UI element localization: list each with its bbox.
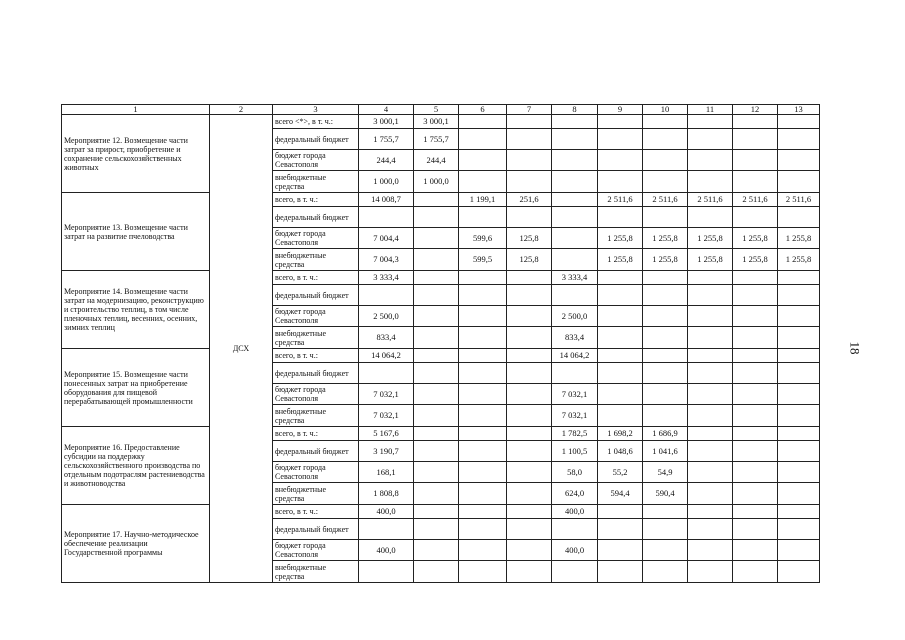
header-cell: 9 bbox=[598, 105, 643, 115]
amount-cell bbox=[643, 306, 688, 327]
amount-cell bbox=[643, 349, 688, 363]
funding-source: внебюджетные средства bbox=[273, 327, 359, 349]
amount-cell bbox=[733, 540, 778, 561]
amount-cell: 1 100,5 bbox=[552, 441, 598, 462]
amount-cell bbox=[598, 150, 643, 171]
amount-cell bbox=[552, 249, 598, 271]
amount-cell bbox=[733, 483, 778, 505]
amount-cell bbox=[688, 405, 733, 427]
amount-cell bbox=[778, 519, 820, 540]
amount-cell bbox=[778, 327, 820, 349]
amount-cell bbox=[459, 171, 507, 193]
amount-cell bbox=[688, 327, 733, 349]
funding-source: всего, в т. ч.: bbox=[273, 427, 359, 441]
amount-cell bbox=[552, 115, 598, 129]
amount-cell: 1 255,8 bbox=[688, 228, 733, 249]
amount-cell bbox=[733, 561, 778, 583]
header-cell: 6 bbox=[459, 105, 507, 115]
funding-source: федеральный бюджет bbox=[273, 441, 359, 462]
header-cell: 12 bbox=[733, 105, 778, 115]
amount-cell bbox=[459, 150, 507, 171]
amount-cell bbox=[459, 483, 507, 505]
amount-cell bbox=[733, 462, 778, 483]
amount-cell bbox=[688, 150, 733, 171]
amount-cell bbox=[778, 207, 820, 228]
amount-cell bbox=[643, 171, 688, 193]
amount-cell bbox=[459, 505, 507, 519]
amount-cell bbox=[414, 405, 459, 427]
amount-cell bbox=[414, 483, 459, 505]
amount-cell bbox=[414, 228, 459, 249]
amount-cell bbox=[459, 285, 507, 306]
funding-source: всего, в т. ч.: bbox=[273, 271, 359, 285]
amount-cell: 624,0 bbox=[552, 483, 598, 505]
amount-cell bbox=[643, 271, 688, 285]
amount-cell: 58,0 bbox=[552, 462, 598, 483]
amount-cell: 125,8 bbox=[507, 249, 552, 271]
amount-cell: 2 500,0 bbox=[552, 306, 598, 327]
amount-cell: 400,0 bbox=[552, 505, 598, 519]
funding-source: бюджет города Севастополя bbox=[273, 228, 359, 249]
funding-source: внебюджетные средства bbox=[273, 483, 359, 505]
amount-cell: 125,8 bbox=[507, 228, 552, 249]
amount-cell bbox=[688, 129, 733, 150]
amount-cell bbox=[552, 171, 598, 193]
amount-cell bbox=[507, 171, 552, 193]
amount-cell bbox=[507, 327, 552, 349]
amount-cell bbox=[643, 519, 688, 540]
amount-cell: 1 000,0 bbox=[359, 171, 414, 193]
amount-cell bbox=[778, 427, 820, 441]
amount-cell bbox=[778, 483, 820, 505]
funding-source: внебюджетные средства bbox=[273, 249, 359, 271]
header-cell: 5 bbox=[414, 105, 459, 115]
amount-cell bbox=[778, 129, 820, 150]
amount-cell bbox=[643, 405, 688, 427]
amount-cell bbox=[643, 327, 688, 349]
amount-cell bbox=[598, 384, 643, 405]
amount-cell bbox=[552, 363, 598, 384]
amount-cell: 3 333,4 bbox=[552, 271, 598, 285]
amount-cell: 2 511,6 bbox=[688, 193, 733, 207]
amount-cell bbox=[733, 505, 778, 519]
amount-cell: 1 255,8 bbox=[598, 249, 643, 271]
amount-cell: 833,4 bbox=[552, 327, 598, 349]
header-cell: 4 bbox=[359, 105, 414, 115]
amount-cell bbox=[643, 505, 688, 519]
amount-cell bbox=[459, 384, 507, 405]
funding-source: федеральный бюджет bbox=[273, 285, 359, 306]
amount-cell bbox=[507, 207, 552, 228]
amount-cell bbox=[507, 115, 552, 129]
amount-cell bbox=[507, 306, 552, 327]
amount-cell: 1 686,9 bbox=[643, 427, 688, 441]
amount-cell bbox=[414, 271, 459, 285]
amount-cell bbox=[414, 327, 459, 349]
amount-cell: 833,4 bbox=[359, 327, 414, 349]
amount-cell bbox=[507, 384, 552, 405]
amount-cell bbox=[414, 519, 459, 540]
amount-cell bbox=[688, 427, 733, 441]
amount-cell: 54,9 bbox=[643, 462, 688, 483]
amount-cell bbox=[414, 193, 459, 207]
amount-cell bbox=[507, 363, 552, 384]
funding-source: бюджет города Севастополя bbox=[273, 384, 359, 405]
measure-title: Мероприятие 17. Научно-методическое обеспечение реализации Государственной программы bbox=[62, 505, 210, 583]
amount-cell bbox=[643, 115, 688, 129]
amount-cell bbox=[552, 285, 598, 306]
amount-cell bbox=[459, 405, 507, 427]
amount-cell: 590,4 bbox=[643, 483, 688, 505]
amount-cell bbox=[778, 349, 820, 363]
amount-cell: 2 511,6 bbox=[733, 193, 778, 207]
amount-cell bbox=[598, 207, 643, 228]
amount-cell bbox=[688, 207, 733, 228]
amount-cell: 5 167,6 bbox=[359, 427, 414, 441]
amount-cell bbox=[507, 150, 552, 171]
page-number: 18 bbox=[847, 341, 863, 355]
funding-source: федеральный бюджет bbox=[273, 207, 359, 228]
amount-cell bbox=[688, 115, 733, 129]
amount-cell: 244,4 bbox=[414, 150, 459, 171]
amount-cell bbox=[688, 441, 733, 462]
amount-cell bbox=[598, 363, 643, 384]
amount-cell bbox=[643, 150, 688, 171]
amount-cell bbox=[414, 363, 459, 384]
amount-cell bbox=[414, 384, 459, 405]
table-row bbox=[62, 349, 820, 363]
amount-cell: 1 255,8 bbox=[733, 228, 778, 249]
amount-cell bbox=[459, 207, 507, 228]
amount-cell bbox=[643, 561, 688, 583]
amount-cell: 2 500,0 bbox=[359, 306, 414, 327]
table-row bbox=[62, 427, 820, 441]
amount-cell: 400,0 bbox=[359, 505, 414, 519]
amount-cell bbox=[778, 150, 820, 171]
amount-cell bbox=[459, 327, 507, 349]
funding-source: всего <*>, в т. ч.: bbox=[273, 115, 359, 129]
amount-cell: 1 255,8 bbox=[643, 228, 688, 249]
amount-cell: 3 000,1 bbox=[359, 115, 414, 129]
amount-cell bbox=[414, 285, 459, 306]
amount-cell bbox=[507, 540, 552, 561]
amount-cell: 1 698,2 bbox=[598, 427, 643, 441]
header-cell: 8 bbox=[552, 105, 598, 115]
amount-cell: 3 000,1 bbox=[414, 115, 459, 129]
amount-cell: 400,0 bbox=[552, 540, 598, 561]
amount-cell: 1 000,0 bbox=[414, 171, 459, 193]
amount-cell bbox=[733, 129, 778, 150]
amount-cell bbox=[778, 115, 820, 129]
amount-cell bbox=[414, 462, 459, 483]
amount-cell: 1 255,8 bbox=[778, 249, 820, 271]
amount-cell bbox=[643, 207, 688, 228]
amount-cell bbox=[414, 306, 459, 327]
amount-cell bbox=[688, 462, 733, 483]
amount-cell bbox=[778, 561, 820, 583]
amount-cell bbox=[778, 384, 820, 405]
amount-cell bbox=[778, 505, 820, 519]
amount-cell bbox=[507, 462, 552, 483]
amount-cell: 1 199,1 bbox=[459, 193, 507, 207]
amount-cell bbox=[778, 363, 820, 384]
amount-cell: 55,2 bbox=[598, 462, 643, 483]
amount-cell bbox=[733, 327, 778, 349]
amount-cell bbox=[507, 405, 552, 427]
amount-cell: 1 808,8 bbox=[359, 483, 414, 505]
amount-cell bbox=[598, 115, 643, 129]
amount-cell: 1 755,7 bbox=[414, 129, 459, 150]
amount-cell: 2 511,6 bbox=[598, 193, 643, 207]
funding-source: внебюджетные средства bbox=[273, 405, 359, 427]
amount-cell bbox=[507, 505, 552, 519]
amount-cell bbox=[688, 285, 733, 306]
header-cell: 11 bbox=[688, 105, 733, 115]
measure-title: Мероприятие 16. Предоставление субсидии на поддержку сельскохозяйственного производства по отдельным подотраслям растениеводства и животноводства bbox=[62, 427, 210, 505]
measure-title: Мероприятие 14. Возмещение части затрат на модернизацию, реконструкцию и строительство теплиц, в том числе пленочных теплиц, весенних, осенних, зимних теплиц bbox=[62, 271, 210, 349]
amount-cell bbox=[414, 427, 459, 441]
amount-cell bbox=[733, 271, 778, 285]
funding-source: бюджет города Севастополя bbox=[273, 150, 359, 171]
amount-cell bbox=[414, 540, 459, 561]
amount-cell bbox=[778, 285, 820, 306]
amount-cell: 244,4 bbox=[359, 150, 414, 171]
amount-cell bbox=[507, 441, 552, 462]
amount-cell bbox=[414, 349, 459, 363]
amount-cell bbox=[688, 540, 733, 561]
header-cell: 10 bbox=[643, 105, 688, 115]
amount-cell bbox=[598, 171, 643, 193]
amount-cell: 7 004,3 bbox=[359, 249, 414, 271]
amount-cell bbox=[688, 519, 733, 540]
amount-cell: 599,5 bbox=[459, 249, 507, 271]
amount-cell bbox=[507, 561, 552, 583]
amount-cell: 599,6 bbox=[459, 228, 507, 249]
amount-cell: 251,6 bbox=[507, 193, 552, 207]
amount-cell bbox=[552, 193, 598, 207]
amount-cell bbox=[598, 505, 643, 519]
amount-cell bbox=[459, 427, 507, 441]
amount-cell: 7 032,1 bbox=[552, 384, 598, 405]
amount-cell bbox=[733, 427, 778, 441]
amount-cell bbox=[733, 115, 778, 129]
header-cell: 13 bbox=[778, 105, 820, 115]
header-cell: 2 bbox=[210, 105, 273, 115]
amount-cell bbox=[598, 129, 643, 150]
amount-cell: 1 255,8 bbox=[688, 249, 733, 271]
amount-cell bbox=[552, 519, 598, 540]
amount-cell: 7 032,1 bbox=[359, 405, 414, 427]
amount-cell bbox=[733, 207, 778, 228]
amount-cell bbox=[414, 441, 459, 462]
amount-cell bbox=[459, 561, 507, 583]
amount-cell bbox=[459, 349, 507, 363]
amount-cell bbox=[778, 306, 820, 327]
amount-cell bbox=[552, 150, 598, 171]
funding-source: всего, в т. ч.: bbox=[273, 505, 359, 519]
header-cell: 3 bbox=[273, 105, 359, 115]
amount-cell bbox=[552, 561, 598, 583]
amount-cell bbox=[359, 519, 414, 540]
amount-cell bbox=[359, 207, 414, 228]
measure-title: Мероприятие 12. Возмещение части затрат за прирост, приобретение и сохранение сельскохозяйственных животных bbox=[62, 115, 210, 193]
amount-cell bbox=[688, 271, 733, 285]
amount-cell: 1 782,5 bbox=[552, 427, 598, 441]
table-row bbox=[62, 271, 820, 285]
amount-cell: 1 755,7 bbox=[359, 129, 414, 150]
funding-source: всего, в т. ч.: bbox=[273, 349, 359, 363]
amount-cell bbox=[778, 271, 820, 285]
measure-title: Мероприятие 15. Возмещение части понесенных затрат на приобретение оборудования для пищевой перерабатывающей промышленности bbox=[62, 349, 210, 427]
amount-cell bbox=[778, 441, 820, 462]
table-row bbox=[62, 115, 820, 129]
table-row bbox=[62, 193, 820, 207]
amount-cell bbox=[643, 363, 688, 384]
amount-cell bbox=[733, 384, 778, 405]
amount-cell: 1 255,8 bbox=[643, 249, 688, 271]
amount-cell: 7 032,1 bbox=[552, 405, 598, 427]
funding-source: всего, в т. ч.: bbox=[273, 193, 359, 207]
amount-cell: 2 511,6 bbox=[643, 193, 688, 207]
amount-cell: 2 511,6 bbox=[778, 193, 820, 207]
amount-cell bbox=[459, 271, 507, 285]
funding-source: внебюджетные средства bbox=[273, 171, 359, 193]
funding-source: бюджет города Севастополя bbox=[273, 462, 359, 483]
amount-cell bbox=[688, 384, 733, 405]
amount-cell: 7 004,4 bbox=[359, 228, 414, 249]
amount-cell: 14 064,2 bbox=[552, 349, 598, 363]
amount-cell bbox=[507, 271, 552, 285]
amount-cell bbox=[359, 363, 414, 384]
funding-source: федеральный бюджет bbox=[273, 363, 359, 384]
amount-cell bbox=[552, 129, 598, 150]
amount-cell bbox=[507, 129, 552, 150]
measure-title: Мероприятие 13. Возмещение части затрат на развитие пчеловодства bbox=[62, 193, 210, 271]
amount-cell bbox=[459, 129, 507, 150]
amount-cell bbox=[688, 349, 733, 363]
amount-cell bbox=[459, 540, 507, 561]
amount-cell bbox=[598, 405, 643, 427]
funding-source: бюджет города Севастополя bbox=[273, 540, 359, 561]
header-cell: 7 bbox=[507, 105, 552, 115]
amount-cell bbox=[598, 327, 643, 349]
amount-cell bbox=[414, 207, 459, 228]
funding-source: федеральный бюджет bbox=[273, 519, 359, 540]
amount-cell: 168,1 bbox=[359, 462, 414, 483]
amount-cell bbox=[598, 519, 643, 540]
amount-cell bbox=[778, 405, 820, 427]
amount-cell bbox=[733, 363, 778, 384]
header-cell: 1 bbox=[62, 105, 210, 115]
amount-cell bbox=[733, 349, 778, 363]
amount-cell bbox=[778, 540, 820, 561]
amount-cell bbox=[643, 129, 688, 150]
amount-cell bbox=[733, 285, 778, 306]
amount-cell bbox=[359, 561, 414, 583]
amount-cell bbox=[598, 271, 643, 285]
amount-cell bbox=[507, 519, 552, 540]
amount-cell bbox=[598, 540, 643, 561]
amount-cell bbox=[688, 171, 733, 193]
table-row bbox=[62, 505, 820, 519]
amount-cell bbox=[414, 249, 459, 271]
amount-cell bbox=[552, 228, 598, 249]
amount-cell bbox=[459, 363, 507, 384]
amount-cell: 1 048,6 bbox=[598, 441, 643, 462]
amount-cell bbox=[778, 462, 820, 483]
amount-cell bbox=[459, 306, 507, 327]
amount-cell bbox=[507, 483, 552, 505]
amount-cell bbox=[688, 505, 733, 519]
amount-cell: 1 255,8 bbox=[733, 249, 778, 271]
amount-cell: 3 333,4 bbox=[359, 271, 414, 285]
funding-source: бюджет города Севастополя bbox=[273, 306, 359, 327]
amount-cell bbox=[733, 405, 778, 427]
amount-cell bbox=[733, 441, 778, 462]
responsible-executor: ДСХ bbox=[210, 115, 273, 583]
amount-cell: 1 255,8 bbox=[778, 228, 820, 249]
amount-cell bbox=[598, 285, 643, 306]
amount-cell bbox=[414, 561, 459, 583]
header-row bbox=[62, 105, 820, 115]
amount-cell: 594,4 bbox=[598, 483, 643, 505]
amount-cell: 400,0 bbox=[359, 540, 414, 561]
amount-cell: 14 008,7 bbox=[359, 193, 414, 207]
amount-cell bbox=[552, 207, 598, 228]
amount-cell: 14 064,2 bbox=[359, 349, 414, 363]
amount-cell: 1 041,6 bbox=[643, 441, 688, 462]
amount-cell: 7 032,1 bbox=[359, 384, 414, 405]
amount-cell: 1 255,8 bbox=[598, 228, 643, 249]
amount-cell bbox=[507, 285, 552, 306]
amount-cell bbox=[733, 306, 778, 327]
amount-cell bbox=[688, 561, 733, 583]
amount-cell bbox=[688, 363, 733, 384]
funding-source: федеральный бюджет bbox=[273, 129, 359, 150]
amount-cell bbox=[507, 427, 552, 441]
amount-cell bbox=[733, 519, 778, 540]
amount-cell bbox=[507, 349, 552, 363]
amount-cell bbox=[688, 483, 733, 505]
amount-cell bbox=[643, 540, 688, 561]
amount-cell bbox=[459, 441, 507, 462]
amount-cell bbox=[359, 285, 414, 306]
amount-cell bbox=[459, 519, 507, 540]
amount-cell bbox=[643, 384, 688, 405]
amount-cell: 3 190,7 bbox=[359, 441, 414, 462]
amount-cell bbox=[778, 171, 820, 193]
amount-cell bbox=[414, 505, 459, 519]
budget-table bbox=[61, 104, 820, 583]
amount-cell bbox=[459, 115, 507, 129]
amount-cell bbox=[643, 285, 688, 306]
amount-cell bbox=[459, 462, 507, 483]
amount-cell bbox=[688, 306, 733, 327]
amount-cell bbox=[598, 306, 643, 327]
amount-cell bbox=[733, 171, 778, 193]
amount-cell bbox=[733, 150, 778, 171]
funding-source: внебюджетные средства bbox=[273, 561, 359, 583]
amount-cell bbox=[598, 349, 643, 363]
amount-cell bbox=[598, 561, 643, 583]
